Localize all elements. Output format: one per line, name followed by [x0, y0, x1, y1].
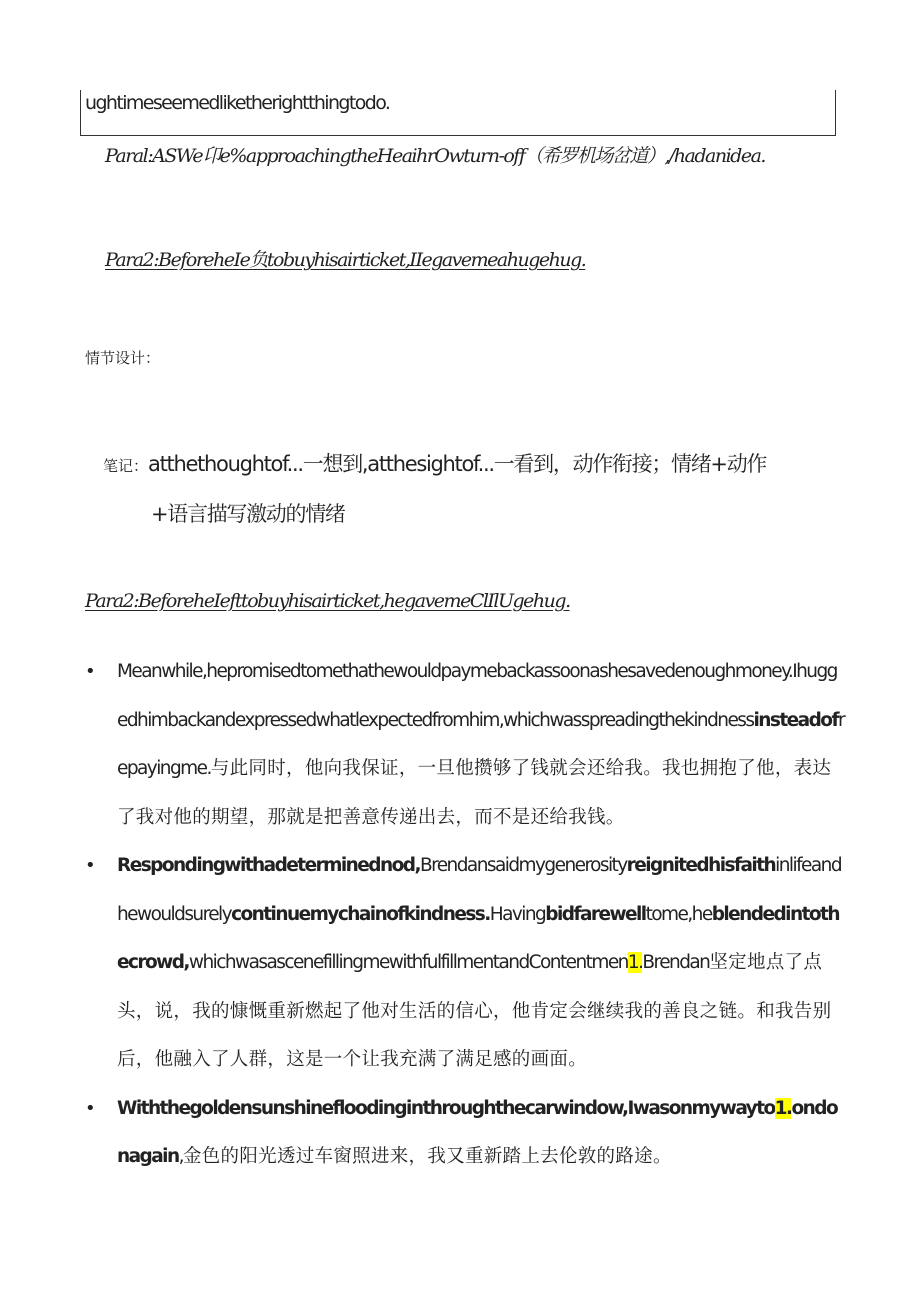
bullet-2-text-1: Brendansaidmygenerosity [419, 855, 627, 876]
highlight-mark: 1. [627, 952, 643, 973]
bullet-1-text-2: repayingme. [117, 709, 845, 779]
highlight-mark: 1. [774, 1097, 792, 1119]
note-line-1: atthethoughtof...一想到,atthesightof...一看到，动作衔接；情绪+动作 [148, 452, 767, 476]
bullet-3-text-1: , [178, 1146, 183, 1167]
bullet-2-text-3: Having [489, 903, 546, 925]
bullet-list [85, 648, 845, 1182]
plot-design-label: 情节设计： [85, 349, 161, 367]
bullet-item-2 [85, 842, 845, 1085]
bullet-dot: • [85, 1097, 96, 1119]
bullet-1-bold: insteadof [753, 709, 838, 731]
bullet-3-bold-1: Withthegoldensunshinefloodinginthroughthecarwindow,Iwasonmywayto [117, 1097, 775, 1119]
bullet-2-bold-2: reignitedhisfaith [626, 855, 776, 876]
boxed-line-text: ughtimeseemedliketherightthingtodo. [85, 92, 390, 114]
note-block [103, 440, 843, 538]
note-prefix: 笔记： [103, 457, 149, 475]
bullet-item-3 [85, 1085, 845, 1182]
bullet-2-text-5: whichwasascenefillingmewithfulfillmentandContentmen [188, 952, 628, 973]
para2-heading-b: Para2:BeforeheIefttobuyhisairticket,hegavemeClIlUgehug. [85, 590, 570, 612]
para2-heading-a: Para2:BeforeheIe负tobuyhisairticket,IIegavemeahugehug. [105, 249, 586, 271]
note-line-2: +语言描写激动的情绪 [151, 502, 345, 526]
bullet-2-text-4: tome,he [645, 903, 712, 925]
bullet-dot: • [85, 855, 96, 876]
bullet-3-chinese: 金色的阳光透过车窗照进来，我又重新踏上去伦敦的路途。 [182, 1146, 672, 1167]
para1-line: Paral:ASWe卬e%approachingtheHeaihrOwturn-off（希罗机场岔道）,/hadanidea. [105, 145, 765, 167]
bullet-2-bold-3: continuemychainofkindness. [231, 903, 490, 925]
bullet-1-text: Meanwhile,hepromisedtomethathewouldpaymebackassoonashesavedenoughmoney.Ihuggedhimbackandexpressedwhatlexpectedfromhim,whichwasspreadingthekindness [117, 661, 837, 731]
bullet-2-text-6: Brendan [642, 952, 710, 973]
bullet-2-bold-5: blendedintothecrowd, [117, 903, 839, 973]
bullet-1-chinese: 与此同时，他向我保证，一旦他攒够了钱就会还给我。我也拥抱了他，表达了我对他的期望，那就是把善意传递出去，而不是还给我钱。 [117, 758, 832, 828]
bullet-2-bold-1: Respondingwithadeterminednod, [117, 855, 420, 876]
bullet-2-text-2: inlifeandhewouldsurely [117, 855, 842, 925]
bullet-2-bold-4: bidfarewell [545, 903, 646, 925]
bullet-2-chinese: 坚定地点了点头，说，我的慷慨重新燃起了他对生活的信心，他肯定会继续我的善良之链。和我告别后，他融入了人群，这是一个让我充满了满足感的画面。 [117, 952, 832, 1070]
bullet-dot: • [85, 661, 96, 682]
bullet-item-1 [85, 648, 845, 842]
bullet-3-bold-2: ondonagain [117, 1097, 838, 1167]
